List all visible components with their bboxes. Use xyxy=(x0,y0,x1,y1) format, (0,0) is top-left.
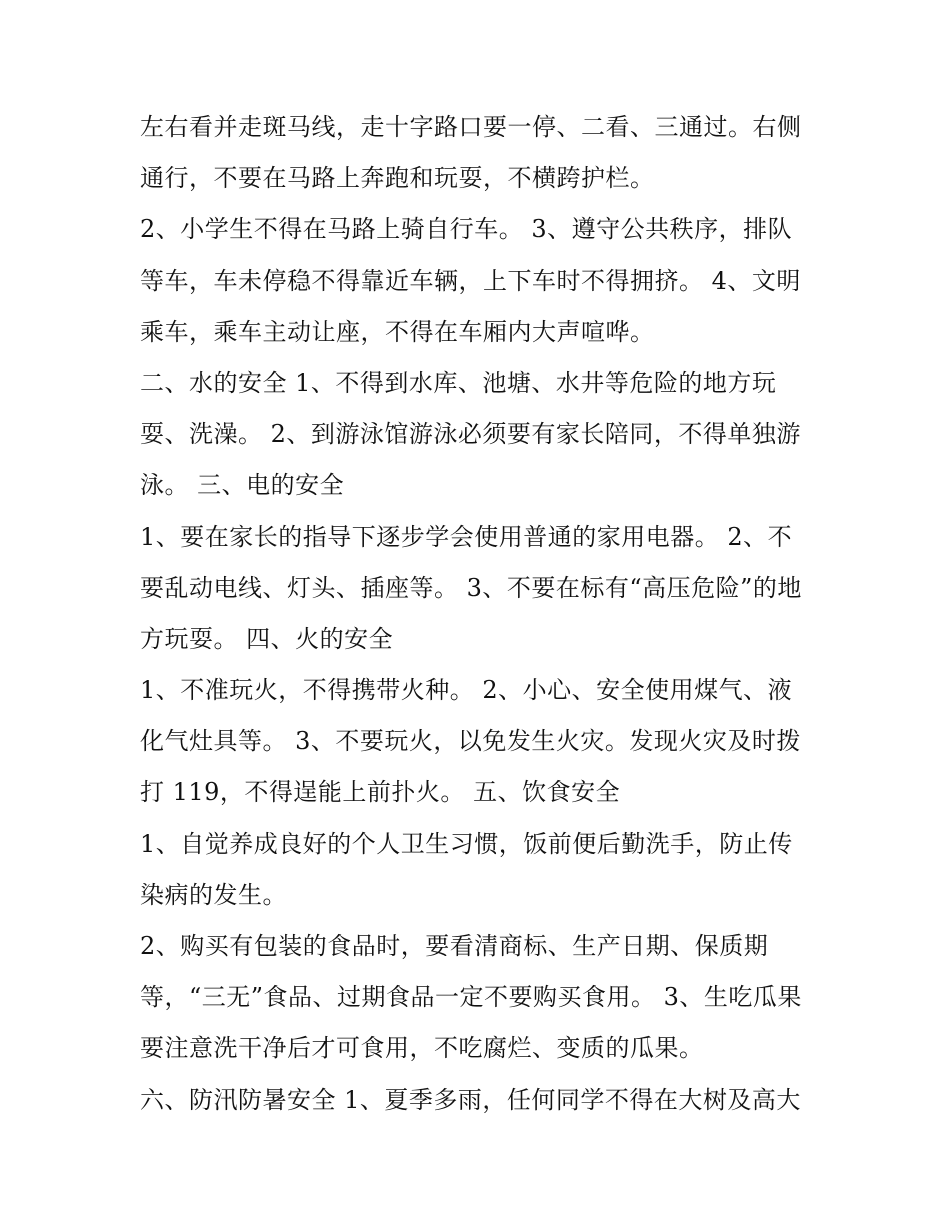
text-line: 1、要在家长的指导下逐步学会使用普通的家用电器。 2、不 xyxy=(140,522,793,551)
text-line: 二、水的安全 1、不得到水库、池塘、水井等危险的地方玩 xyxy=(140,368,777,397)
text-line: 耍、洗澡。 2、到游泳馆游泳必须要有家长陪同，不得单独游 xyxy=(140,420,801,449)
text-line: 打 119，不得逞能上前扑火。 五、饮食安全 xyxy=(140,778,621,807)
text-line: 1、自觉养成良好的个人卫生习惯，饭前便后勤洗手，防止传 xyxy=(140,829,793,858)
text-line: 乘车，乘车主动让座，不得在车厢内大声喧哗。 xyxy=(140,317,655,346)
text-line: 染病的发生。 xyxy=(140,880,287,909)
text-line: 等，“三无”食品、过期食品一定不要购买食用。 3、生吃瓜果 xyxy=(140,983,802,1012)
text-line: 泳。 三、电的安全 xyxy=(140,471,345,500)
text-line: 2、购买有包装的食品时，要看清商标、生产日期、保质期 xyxy=(140,932,769,960)
text-line: 1、不准玩火，不得携带火种。 2、小心、安全使用煤气、液 xyxy=(140,676,793,705)
text-line: 等车，车未停稳不得靠近车辆，上下车时不得拥挤。 4、文明 xyxy=(140,266,801,295)
text-line: 左右看并走斑马线，走十字路口要一停、二看、三通过。右侧 xyxy=(140,113,802,141)
text-line: 化气灶具等。 3、不要玩火，以免发生火灾。发现火灾及时拨 xyxy=(140,727,801,756)
text-line: 六、防汛防暑安全 1、夏季多雨，任何同学不得在大树及高大 xyxy=(140,1085,801,1114)
text-line: 通行，不要在马路上奔跑和玩耍，不横跨护栏。 xyxy=(140,164,655,193)
text-line: 要注意洗干净后才可食用，不吃腐烂、变质的瓜果。 xyxy=(140,1034,704,1063)
text-line: 方玩耍。 四、火的安全 xyxy=(140,624,394,653)
document-body xyxy=(140,102,820,1126)
text-line: 2、小学生不得在马路上骑自行车。 3、遵守公共秩序，排队 xyxy=(140,215,793,244)
text-line: 要乱动电线、灯头、插座等。 3、不要在标有“高压危险”的地 xyxy=(140,573,802,602)
